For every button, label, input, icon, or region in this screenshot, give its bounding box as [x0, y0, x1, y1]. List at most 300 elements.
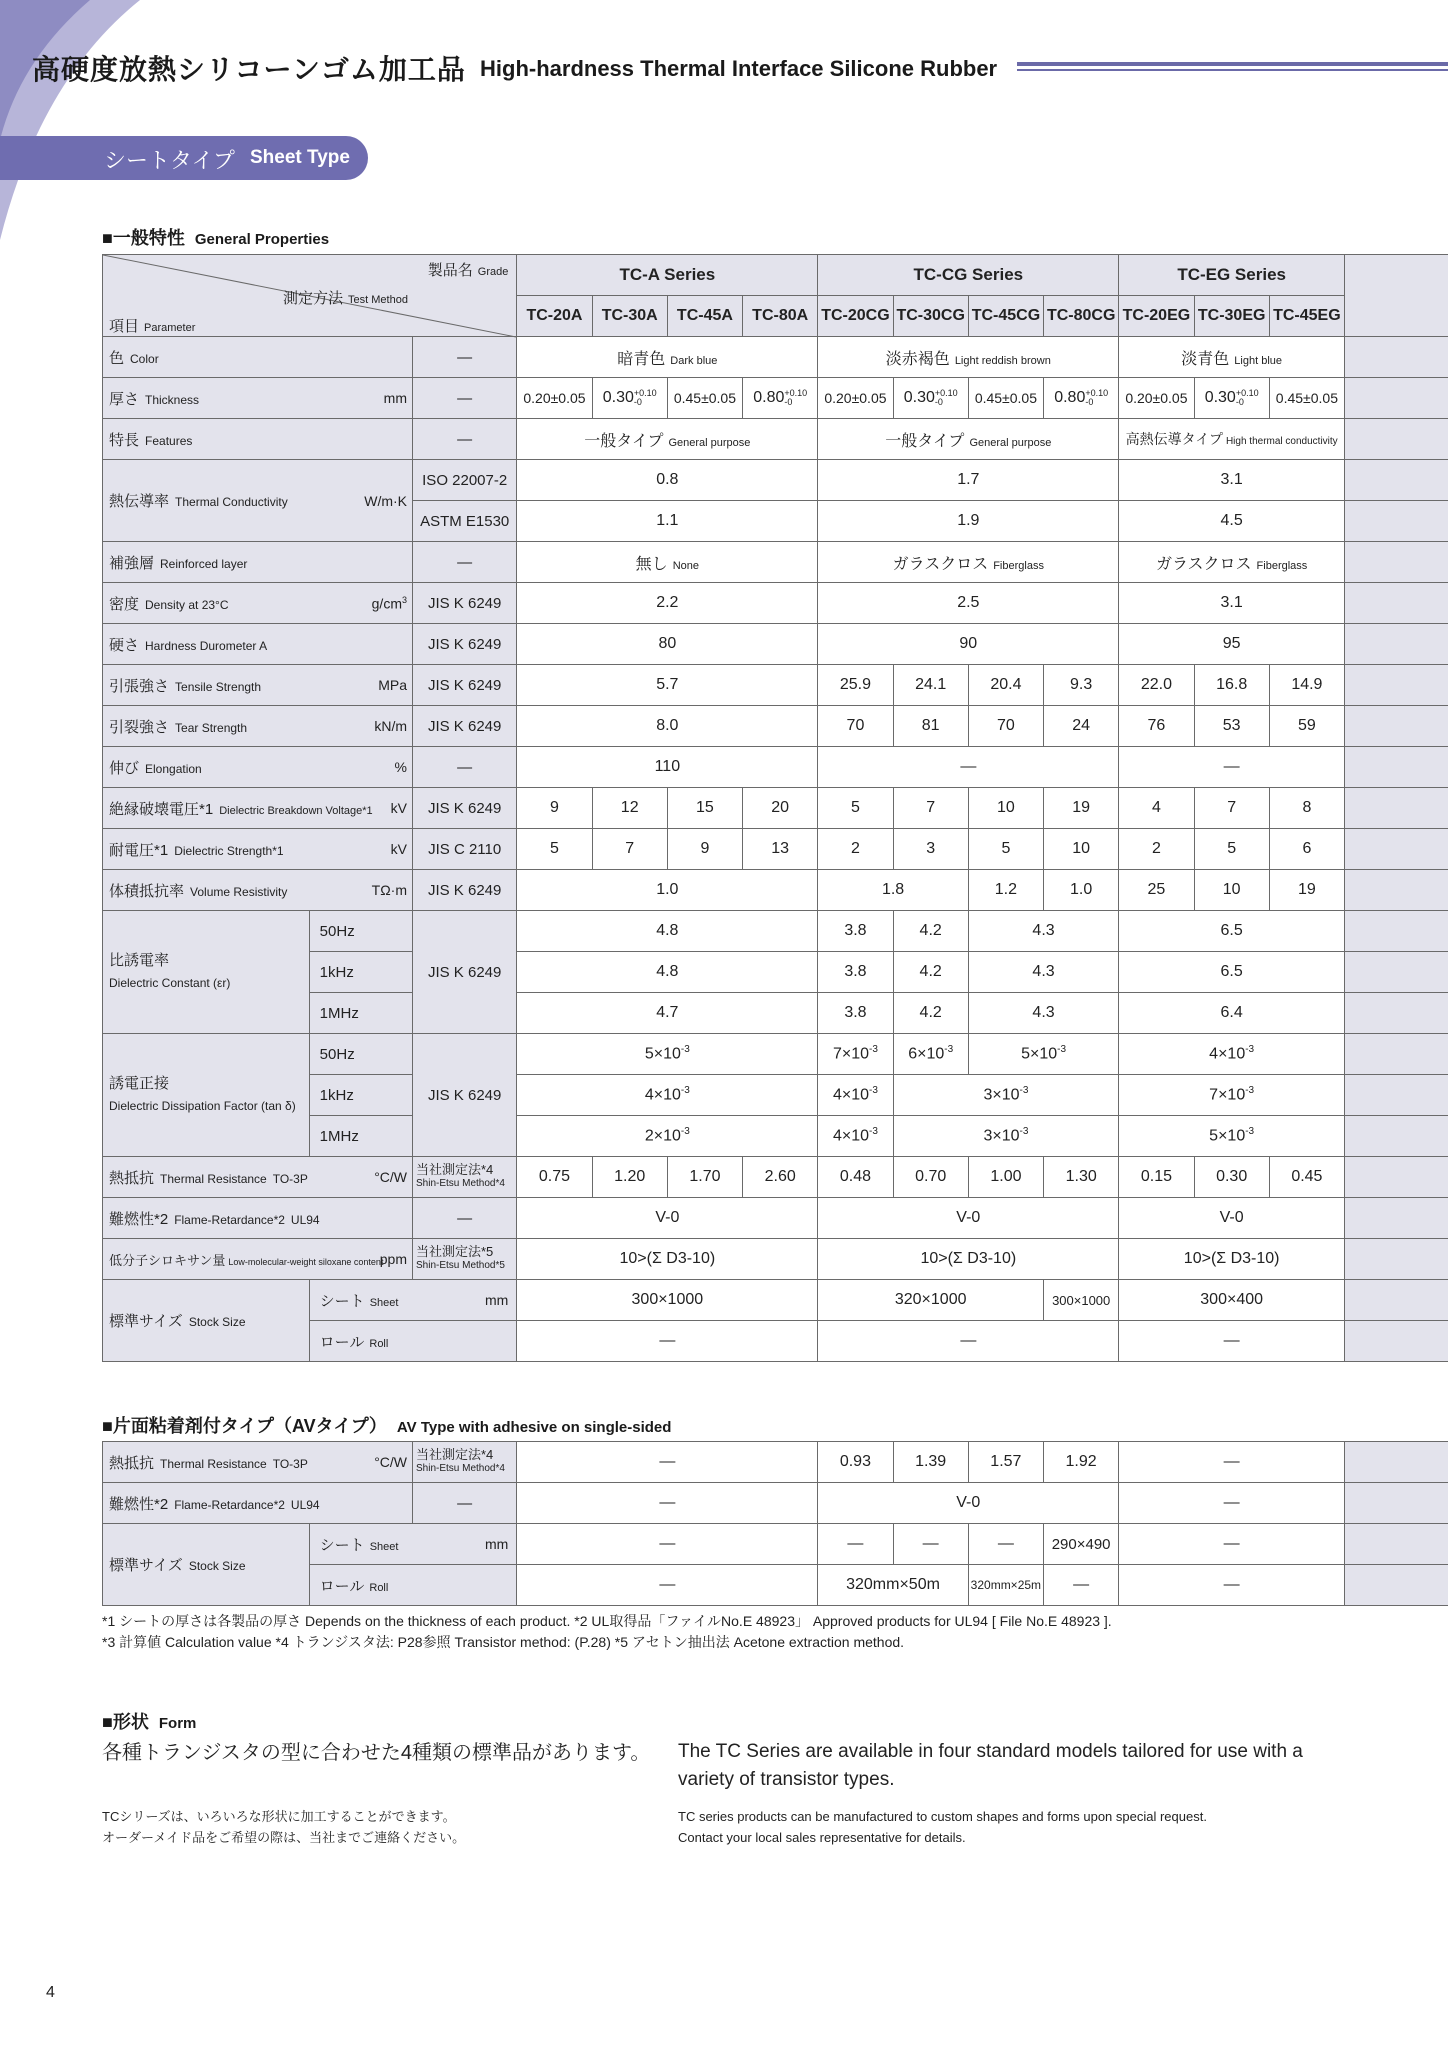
- grade-tc-30a: TC-30A: [592, 296, 667, 337]
- value-cell: $6\times 10^{-3}$: [893, 1034, 968, 1075]
- row-density: [103, 583, 1448, 624]
- value-cell: 0.8: [517, 460, 818, 501]
- value-cell: 1.39: [893, 1442, 968, 1483]
- footnotes: [102, 1611, 1112, 1653]
- value-cell: 0.70: [893, 1157, 968, 1198]
- grade-tc-30eg: TC-30EG: [1194, 296, 1269, 337]
- method-cell: JIS K 6249: [413, 665, 517, 706]
- series-tc-a: TC-A Series: [517, 255, 818, 296]
- value-cell: 4.2: [893, 993, 968, 1034]
- method-cell: 当社測定法*5 Shin-Etsu Method*5: [413, 1239, 517, 1280]
- grade-tc-80cg: TC-80CG: [1044, 296, 1119, 337]
- value-cell: —: [1043, 1565, 1118, 1606]
- value-cell: 320×1000: [818, 1280, 1044, 1321]
- value-cell: 95: [1119, 624, 1345, 665]
- av-row-stock-sheet: [103, 1524, 1448, 1565]
- value-cell: 300×1000: [1044, 1280, 1119, 1321]
- value-cell: 無し None: [517, 542, 818, 583]
- param-label: 標準サイズ Stock Size: [103, 1280, 310, 1362]
- form-note-jp-line: TCシリーズは、いろいろな形状に加工することができます。: [102, 1809, 456, 1824]
- value-cell: —: [517, 1524, 818, 1565]
- value-cell: 0.48: [818, 1157, 893, 1198]
- value-cell: 1.20: [592, 1157, 667, 1198]
- value-cell: 1.1: [517, 501, 818, 542]
- general-heading-jp: ■一般特性: [102, 228, 185, 248]
- footnote-line: *1 シートの厚さは各製品の厚さ Depends on the thickness of each product. *2 UL取得品「ファイルNo.E 48923」 Approved products for UL94 [ File No.E 48923 ].: [102, 1613, 1112, 1629]
- value-cell: —: [1119, 1524, 1345, 1565]
- method-cell: JIS K 6249: [413, 788, 517, 829]
- method-cell: JIS K 6249: [413, 911, 517, 1034]
- value-cell: 24.1: [893, 665, 968, 706]
- value-cell: 4.8: [517, 952, 818, 993]
- value-cell: 2.5: [818, 583, 1119, 624]
- blank-col: [1344, 1565, 1448, 1606]
- value-cell: 0.45: [1269, 1157, 1344, 1198]
- badge-jp: シートタイプ: [104, 148, 235, 173]
- value-cell: 1.8: [818, 870, 968, 911]
- value-cell: 5.7: [517, 665, 818, 706]
- form-heading-jp: ■形状: [102, 1712, 149, 1732]
- grade-tc-20cg: TC-20CG: [818, 296, 893, 337]
- general-heading: [102, 224, 329, 250]
- value-cell: 5: [968, 829, 1043, 870]
- page-number: 4: [46, 1984, 55, 2001]
- row-features: [103, 419, 1448, 460]
- value-cell: —: [893, 1524, 968, 1565]
- freq-cell: 1MHz: [309, 1116, 412, 1157]
- value-cell: 2.2: [517, 583, 818, 624]
- title-rule: [1017, 62, 1448, 66]
- value-cell: —: [517, 1442, 818, 1483]
- roll-label: ロール Roll: [309, 1321, 517, 1362]
- unit-cell: °C/W: [309, 1157, 412, 1198]
- blank-col: [1345, 1280, 1448, 1321]
- page-header: [32, 44, 1448, 92]
- unit-cell: kN/m: [309, 706, 412, 747]
- blank-col: [1345, 255, 1448, 337]
- value-cell: —: [517, 1321, 818, 1362]
- value-cell: 19: [1269, 870, 1344, 911]
- param-label: 難燃性*2 Flame-Retardance*2 UL94: [103, 1483, 413, 1524]
- value-cell: 4.3: [968, 952, 1119, 993]
- av-row-flame: [103, 1483, 1448, 1524]
- value-cell: 3.1: [1119, 583, 1345, 624]
- method-cell: 当社測定法*4 Shin-Etsu Method*4: [413, 1157, 517, 1198]
- blank-col: [1344, 1524, 1448, 1565]
- value-cell: 59: [1269, 706, 1344, 747]
- value-cell: 9: [517, 788, 592, 829]
- param-label: 比誘電率 Dielectric Constant (εr): [103, 911, 310, 1034]
- param-label: 色 Color: [103, 337, 413, 378]
- param-label: 引張強さ Tensile Strength: [103, 665, 310, 706]
- row-dielectric-constant-50hz: [103, 911, 1448, 952]
- value-cell: 1.57: [968, 1442, 1043, 1483]
- value-cell: 53: [1194, 706, 1269, 747]
- value-cell: $2\times 10^{-3}$: [517, 1116, 818, 1157]
- header-corner-cell: [103, 255, 517, 337]
- unit-cell: $g/cm^3$: [309, 583, 412, 624]
- blank-col: [1345, 1075, 1448, 1116]
- value-cell: 3.1: [1119, 460, 1345, 501]
- row-dielectric-strength: [103, 829, 1448, 870]
- grade-label: 製品名 Grade: [427, 262, 509, 279]
- param-label: 伸び Elongation: [103, 747, 310, 788]
- value-cell: 1.0: [517, 870, 818, 911]
- form-note-en: [678, 1806, 1207, 1848]
- blank-col: [1345, 829, 1448, 870]
- value-cell: 320mm×25m: [968, 1565, 1043, 1606]
- grade-tc-20eg: TC-20EG: [1119, 296, 1194, 337]
- value-cell: —: [818, 747, 1119, 788]
- value-cell: 一般タイプ General purpose: [818, 419, 1119, 460]
- row-color: [103, 337, 1448, 378]
- value-cell: 25.9: [818, 665, 893, 706]
- blank-col: [1345, 665, 1448, 706]
- unit-cell: W/m·K: [309, 460, 412, 542]
- method-cell: —: [413, 378, 517, 419]
- general-properties-table: [102, 254, 1448, 1362]
- method-cell: JIS K 6249: [413, 624, 517, 665]
- value-cell: 3.8: [818, 911, 893, 952]
- value-cell: 290×490: [1043, 1524, 1118, 1565]
- value-cell: 110: [517, 747, 818, 788]
- value-cell: —: [517, 1483, 818, 1524]
- value-cell: 0.45±0.05: [968, 378, 1043, 419]
- value-cell: 90: [818, 624, 1119, 665]
- value-cell: 高熱伝導タイプ High thermal conductivity: [1119, 419, 1345, 460]
- value-cell: 0.80+0.10 -0: [1044, 378, 1119, 419]
- value-cell: 1.2: [968, 870, 1043, 911]
- value-cell: 76: [1119, 706, 1194, 747]
- value-cell: 10: [1044, 829, 1119, 870]
- unit-cell: TΩ·m: [309, 870, 412, 911]
- form-heading-en: Form: [158, 1715, 197, 1732]
- unit-cell: ppm: [309, 1239, 412, 1280]
- method-cell: JIS K 6249: [413, 583, 517, 624]
- grade-tc-45eg: TC-45EG: [1269, 296, 1344, 337]
- param-label: 補強層 Reinforced layer: [103, 542, 413, 583]
- value-cell: 1.9: [818, 501, 1119, 542]
- blank-col: [1345, 993, 1448, 1034]
- title-en: High-hardness Thermal Interface Silicone Rubber: [480, 56, 998, 81]
- param-label: 硬さ Hardness Durometer A: [103, 624, 413, 665]
- param-label: 難燃性*2 Flame-Retardance*2 UL94: [103, 1198, 413, 1239]
- form-note-en-line: Contact your local sales representative for details.: [678, 1830, 966, 1845]
- value-cell: 10: [1194, 870, 1269, 911]
- title-rule-thin: [1017, 69, 1448, 71]
- blank-col: [1345, 624, 1448, 665]
- series-tc-eg: TC-EG Series: [1119, 255, 1345, 296]
- blank-col: [1345, 911, 1448, 952]
- value-cell: 8: [1269, 788, 1344, 829]
- blank-col: [1344, 1442, 1448, 1483]
- blank-col: [1345, 952, 1448, 993]
- value-cell: $3\times 10^{-3}$: [893, 1075, 1119, 1116]
- value-cell: 4.5: [1119, 501, 1345, 542]
- parameter-label: 項目 Parameter: [109, 318, 196, 335]
- blank-col: [1344, 1483, 1448, 1524]
- value-cell: —: [818, 1321, 1119, 1362]
- value-cell: —: [517, 1565, 818, 1606]
- form-lead-en: The TC Series are available in four standard models tailored for use with a variety of transistor types.: [678, 1741, 1303, 1790]
- param-label: 密度 Density at 23°C: [103, 583, 310, 624]
- value-cell: 0.30: [1194, 1157, 1269, 1198]
- value-cell: $4\times 10^{-3}$: [517, 1075, 818, 1116]
- row-elongation: [103, 747, 1448, 788]
- sheet-label: シート Sheet mm: [309, 1524, 517, 1565]
- value-cell: 0.20±0.05: [517, 378, 592, 419]
- value-cell: 3.8: [818, 952, 893, 993]
- value-cell: 1.00: [968, 1157, 1043, 1198]
- unit-cell: kV: [309, 829, 412, 870]
- row-dissipation-50hz: [103, 1034, 1448, 1075]
- grade-tc-30cg: TC-30CG: [893, 296, 968, 337]
- value-cell: 7: [893, 788, 968, 829]
- av-row-thermal: [103, 1442, 1448, 1483]
- value-cell: V-0: [1119, 1198, 1345, 1239]
- method-cell: ISO 22007-2: [413, 460, 517, 501]
- param-label: 絶縁破壊電圧*1 Dielectric Breakdown Voltage*1: [103, 788, 310, 829]
- value-cell: $5\times 10^{-3}$: [517, 1034, 818, 1075]
- value-cell: 80: [517, 624, 818, 665]
- av-heading: [102, 1412, 671, 1438]
- param-label: 熱抵抗 Thermal Resistance TO-3P: [103, 1442, 310, 1483]
- value-cell: 13: [743, 829, 818, 870]
- method-cell: JIS C 2110: [413, 829, 517, 870]
- value-cell: 0.20±0.05: [1119, 378, 1194, 419]
- unit-cell: mm: [309, 378, 412, 419]
- param-label: 引裂強さ Tear Strength: [103, 706, 310, 747]
- value-cell: 1.30: [1044, 1157, 1119, 1198]
- value-cell: 7: [1194, 788, 1269, 829]
- value-cell: $5\times 10^{-3}$: [1119, 1116, 1345, 1157]
- value-cell: 6.5: [1119, 911, 1345, 952]
- general-heading-en: General Properties: [194, 231, 330, 248]
- value-cell: 70: [968, 706, 1043, 747]
- footnote-line: *3 計算値 Calculation value *4 トランジスタ法: P28参照 Transistor method: (P.28) *5 アセトン抽出法 Acetone extraction method.: [102, 1634, 905, 1650]
- row-hardness: [103, 624, 1448, 665]
- value-cell: 22.0: [1119, 665, 1194, 706]
- value-cell: 4.2: [893, 911, 968, 952]
- form-lead-jp: 各種トランジスタの型に合わせた4種類の標準品があります。: [102, 1742, 651, 1764]
- method-cell: 当社測定法*4 Shin-Etsu Method*4: [413, 1442, 517, 1483]
- value-cell: 4.3: [968, 993, 1119, 1034]
- blank-col: [1345, 501, 1448, 542]
- blank-col: [1345, 460, 1448, 501]
- value-cell: 300×1000: [517, 1280, 818, 1321]
- param-label: 特長 Features: [103, 419, 413, 460]
- value-cell: 淡赤褐色 Light reddish brown: [818, 337, 1119, 378]
- value-cell: 3: [893, 829, 968, 870]
- value-cell: 24: [1044, 706, 1119, 747]
- value-cell: —: [1119, 747, 1345, 788]
- method-cell: JIS K 6249: [413, 870, 517, 911]
- blank-col: [1345, 337, 1448, 378]
- title-jp: 高硬度放熱シリコーンゴム加工品: [32, 54, 466, 85]
- value-cell: 15: [667, 788, 742, 829]
- value-cell: 9.3: [1044, 665, 1119, 706]
- row-thermal-resistance: [103, 1157, 1448, 1198]
- value-cell: 1.0: [1044, 870, 1119, 911]
- unit-cell: °C/W: [309, 1442, 412, 1483]
- method-cell: —: [413, 337, 517, 378]
- value-cell: 0.30+0.10 -0: [1194, 378, 1269, 419]
- grade-tc-20a: TC-20A: [517, 296, 592, 337]
- method-cell: —: [413, 542, 517, 583]
- value-cell: 0.45±0.05: [1269, 378, 1344, 419]
- sheet-type-badge: [0, 136, 368, 180]
- value-cell: 10>(Σ D3-10): [517, 1239, 818, 1280]
- form-note-en-line: TC series products can be manufactured to custom shapes and forms upon special request.: [678, 1809, 1207, 1824]
- row-breakdown: [103, 788, 1448, 829]
- value-cell: 8.0: [517, 706, 818, 747]
- value-cell: 10>(Σ D3-10): [1119, 1239, 1345, 1280]
- value-cell: 1.7: [818, 460, 1119, 501]
- av-type-table: [102, 1441, 1448, 1606]
- value-cell: 4: [1119, 788, 1194, 829]
- blank-col: [1345, 378, 1448, 419]
- value-cell: 淡青色 Light blue: [1119, 337, 1345, 378]
- grade-tc-45a: TC-45A: [667, 296, 742, 337]
- series-tc-cg: TC-CG Series: [818, 255, 1119, 296]
- value-cell: 1.92: [1043, 1442, 1118, 1483]
- freq-cell: 1MHz: [309, 993, 412, 1034]
- value-cell: 0.80+0.10 -0: [743, 378, 818, 419]
- param-label: 誘電正接 Dielectric Dissipation Factor (tan δ): [103, 1034, 310, 1157]
- method-cell: —: [413, 419, 517, 460]
- value-cell: 0.30+0.10 -0: [592, 378, 667, 419]
- value-cell: 81: [893, 706, 968, 747]
- freq-cell: 50Hz: [309, 911, 412, 952]
- row-reinforced: [103, 542, 1448, 583]
- method-label: 測定方法 Test Method: [283, 290, 408, 307]
- value-cell: —: [1119, 1442, 1345, 1483]
- form-heading: [102, 1708, 196, 1734]
- value-cell: $7\times 10^{-3}$: [1119, 1075, 1345, 1116]
- form-note-jp: [102, 1806, 465, 1848]
- param-label: 熱伝導率 Thermal Conductivity: [103, 460, 310, 542]
- form-note-jp-line: オーダーメイド品をご希望の際は、当社までご連絡ください。: [102, 1830, 466, 1845]
- param-label: 熱抵抗 Thermal Resistance TO-3P: [103, 1157, 310, 1198]
- blank-col: [1345, 419, 1448, 460]
- blank-col: [1345, 788, 1448, 829]
- grade-tc-45cg: TC-45CG: [968, 296, 1043, 337]
- blank-col: [1345, 706, 1448, 747]
- blank-col: [1345, 1321, 1448, 1362]
- value-cell: 320mm×50m: [818, 1565, 968, 1606]
- value-cell: V-0: [818, 1198, 1119, 1239]
- blank-col: [1345, 870, 1448, 911]
- blank-col: [1345, 1157, 1448, 1198]
- badge-en: Sheet Type: [250, 147, 350, 168]
- blank-col: [1345, 542, 1448, 583]
- param-label: 耐電圧*1 Dielectric Strength*1: [103, 829, 310, 870]
- value-cell: 0.30+0.10 -0: [893, 378, 968, 419]
- value-cell: 0.20±0.05: [818, 378, 893, 419]
- av-heading-jp: ■片面粘着剤付タイプ（AVタイプ）: [102, 1416, 387, 1436]
- sheet-label: シート Sheet mm: [309, 1280, 517, 1321]
- value-cell: V-0: [517, 1198, 818, 1239]
- roll-label: ロール Roll: [309, 1565, 517, 1606]
- freq-cell: 1kHz: [309, 952, 412, 993]
- blank-col: [1345, 1239, 1448, 1280]
- param-label: 体積抵抗率 Volume Resistivity: [103, 870, 310, 911]
- param-label: 標準サイズ Stock Size: [103, 1524, 310, 1606]
- value-cell: 70: [818, 706, 893, 747]
- freq-cell: 1kHz: [309, 1075, 412, 1116]
- value-cell: —: [1119, 1565, 1345, 1606]
- value-cell: $4\times 10^{-3}$: [818, 1116, 893, 1157]
- value-cell: 3.8: [818, 993, 893, 1034]
- row-volume-resistivity: [103, 870, 1448, 911]
- blank-col: [1345, 583, 1448, 624]
- method-cell: JIS K 6249: [413, 706, 517, 747]
- value-cell: 1.70: [667, 1157, 742, 1198]
- method-cell: JIS K 6249: [413, 1034, 517, 1157]
- value-cell: 6.5: [1119, 952, 1345, 993]
- value-cell: 2: [1119, 829, 1194, 870]
- value-cell: 9: [667, 829, 742, 870]
- value-cell: 19: [1044, 788, 1119, 829]
- row-tensile: [103, 665, 1448, 706]
- value-cell: 0.15: [1119, 1157, 1194, 1198]
- value-cell: V-0: [818, 1483, 1119, 1524]
- method-cell: —: [413, 1483, 517, 1524]
- value-cell: 2.60: [743, 1157, 818, 1198]
- value-cell: 300×400: [1119, 1280, 1345, 1321]
- value-cell: 4.7: [517, 993, 818, 1034]
- param-label: 厚さ Thickness: [103, 378, 310, 419]
- method-cell: —: [413, 1198, 517, 1239]
- method-cell: —: [413, 747, 517, 788]
- value-cell: —: [1119, 1483, 1345, 1524]
- value-cell: 4.2: [893, 952, 968, 993]
- value-cell: 10>(Σ D3-10): [818, 1239, 1119, 1280]
- blank-col: [1345, 747, 1448, 788]
- value-cell: $4\times 10^{-3}$: [818, 1075, 893, 1116]
- value-cell: 6.4: [1119, 993, 1345, 1034]
- value-cell: 0.75: [517, 1157, 592, 1198]
- unit-cell: MPa: [309, 665, 412, 706]
- value-cell: 5: [517, 829, 592, 870]
- value-cell: 12: [592, 788, 667, 829]
- blank-col: [1345, 1116, 1448, 1157]
- row-thickness: [103, 378, 1448, 419]
- value-cell: 20.4: [968, 665, 1043, 706]
- value-cell: 0.45±0.05: [667, 378, 742, 419]
- value-cell: 4.8: [517, 911, 818, 952]
- value-cell: 0.93: [818, 1442, 893, 1483]
- row-tear: [103, 706, 1448, 747]
- value-cell: 25: [1119, 870, 1194, 911]
- value-cell: ガラスクロス Fiberglass: [1119, 542, 1345, 583]
- value-cell: 5: [818, 788, 893, 829]
- value-cell: ガラスクロス Fiberglass: [818, 542, 1119, 583]
- value-cell: 16.8: [1194, 665, 1269, 706]
- value-cell: —: [968, 1524, 1043, 1565]
- value-cell: $4\times 10^{-3}$: [1119, 1034, 1345, 1075]
- row-siloxane: [103, 1239, 1448, 1280]
- value-cell: $7\times 10^{-3}$: [818, 1034, 893, 1075]
- value-cell: 7: [592, 829, 667, 870]
- method-cell: ASTM E1530: [413, 501, 517, 542]
- value-cell: 一般タイプ General purpose: [517, 419, 818, 460]
- row-stock-sheet: [103, 1280, 1448, 1321]
- value-cell: 4.3: [968, 911, 1119, 952]
- av-heading-en: AV Type with adhesive on single-sided: [396, 1419, 672, 1436]
- value-cell: —: [818, 1524, 893, 1565]
- value-cell: 暗青色 Dark blue: [517, 337, 818, 378]
